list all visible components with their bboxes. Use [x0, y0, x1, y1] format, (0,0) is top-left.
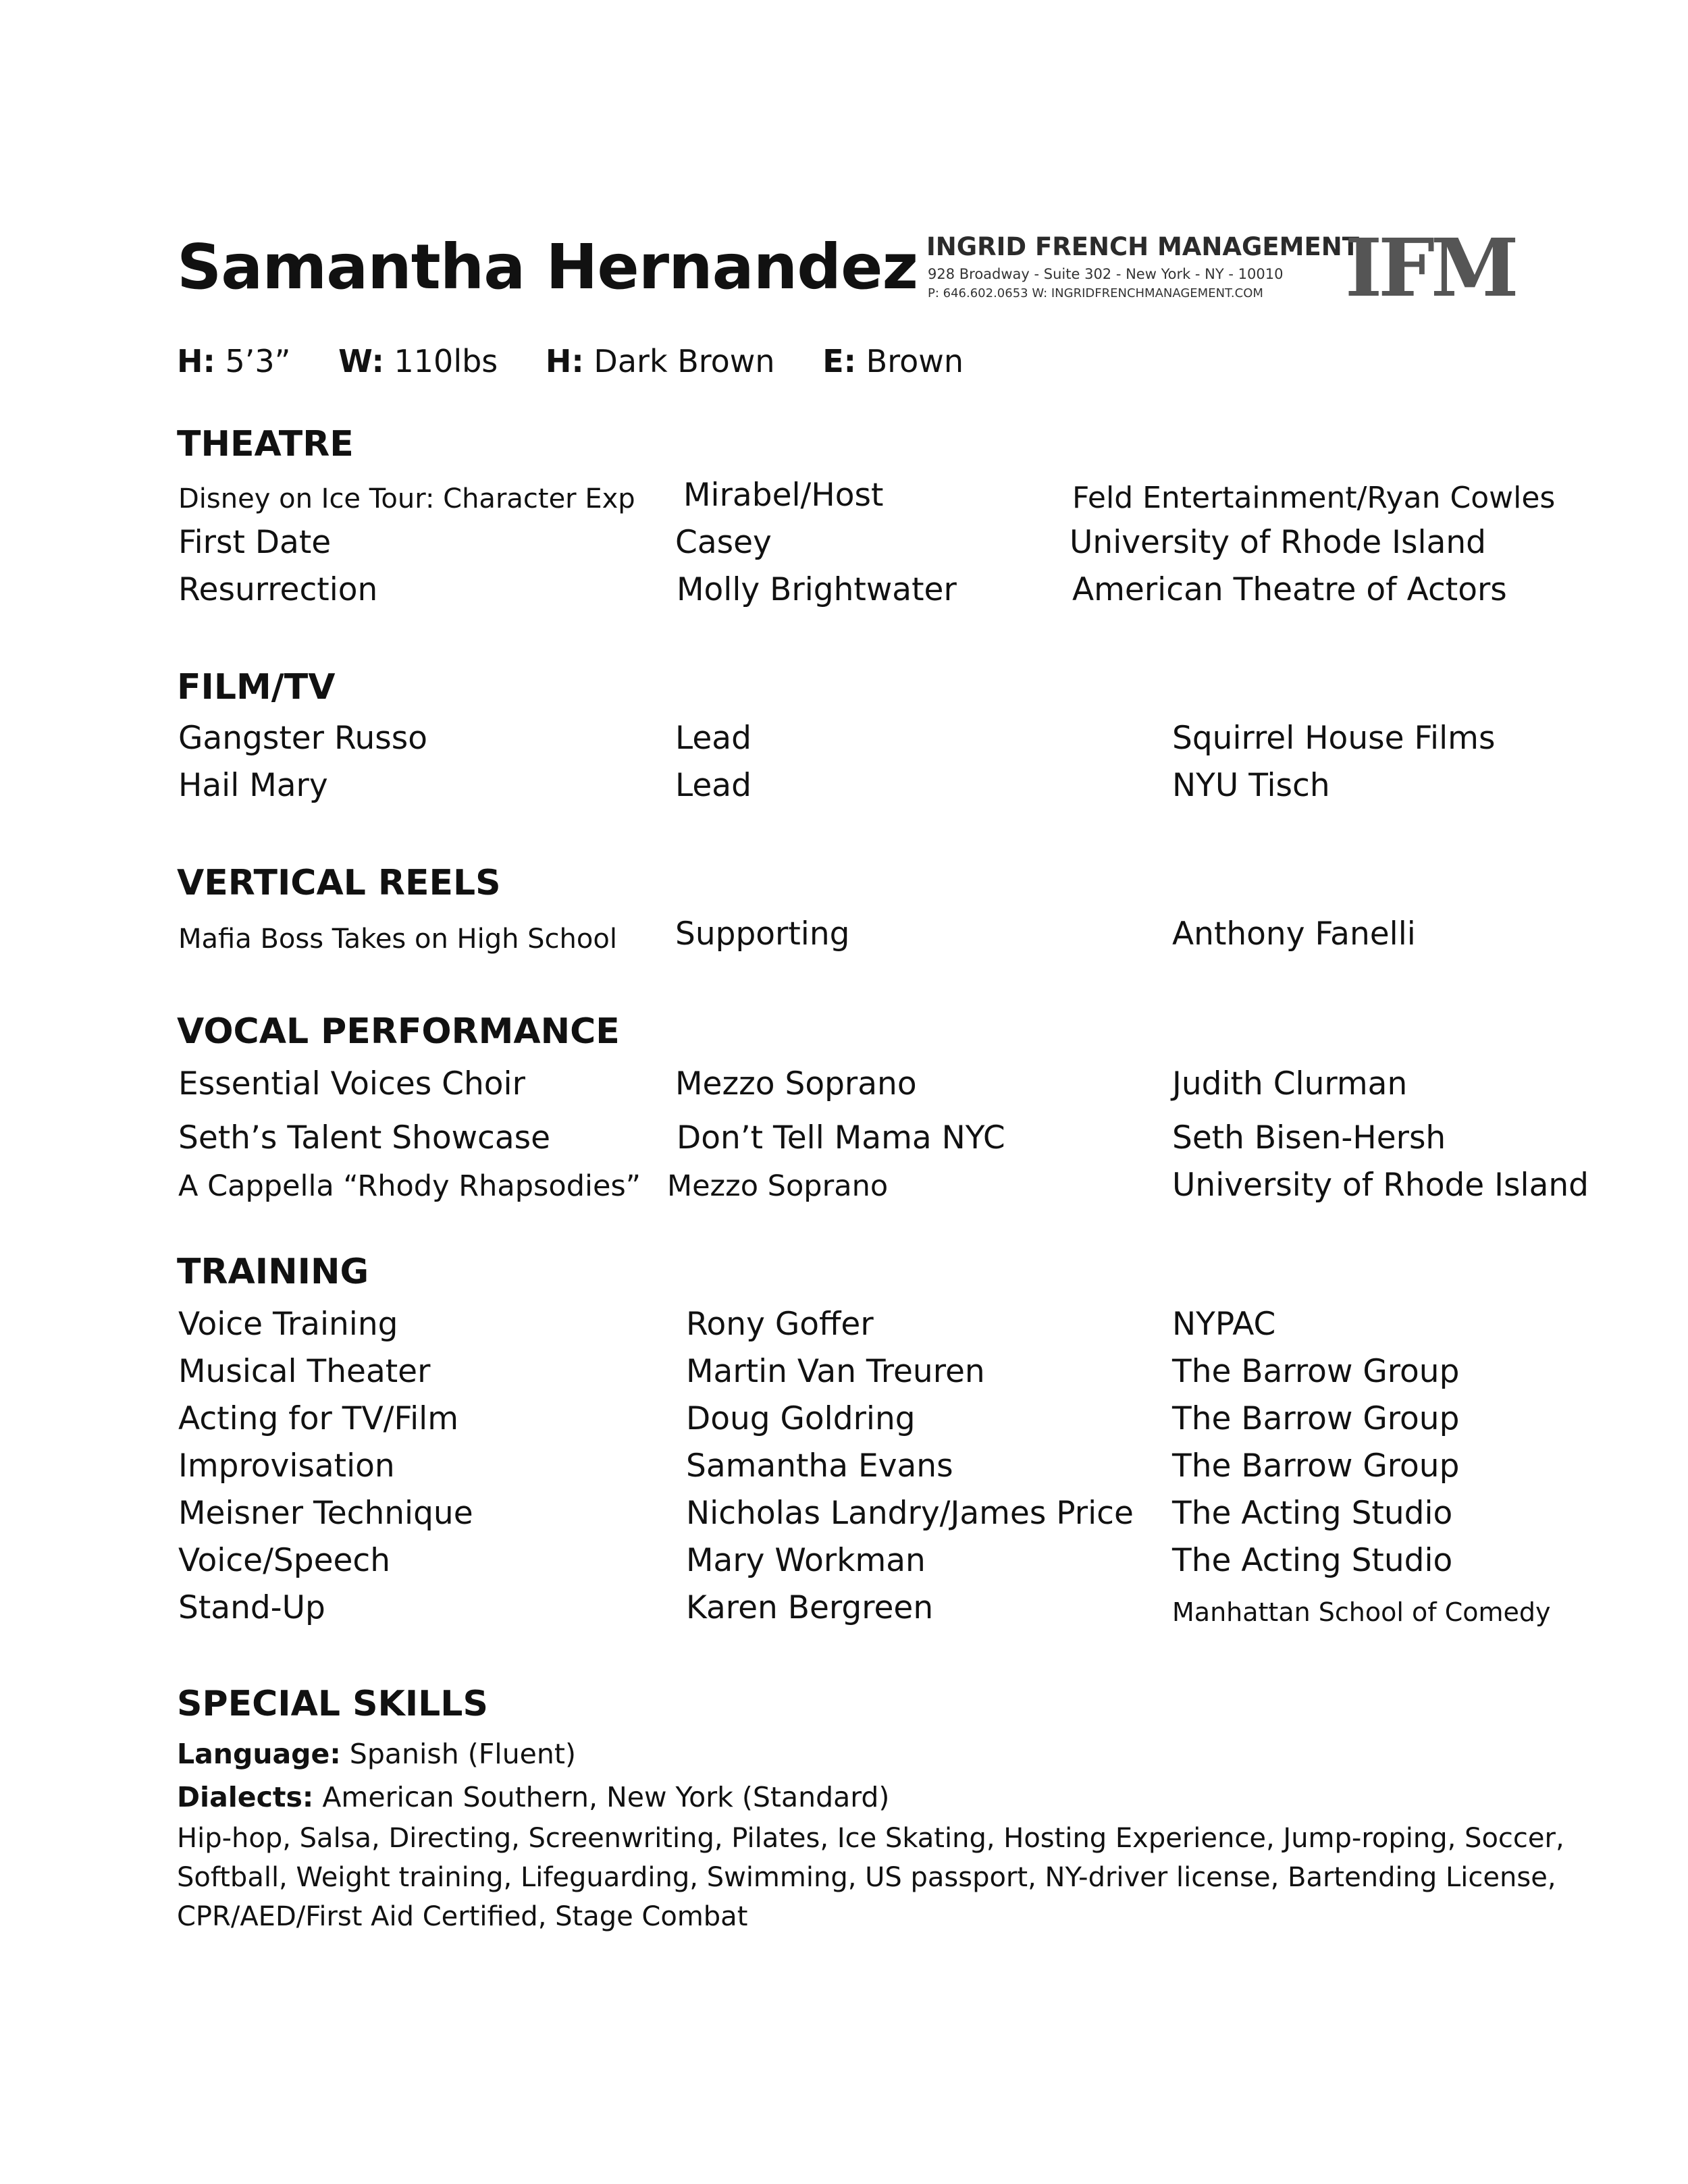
credit-role: Lead — [675, 767, 751, 804]
credit-role: Molly Brightwater — [677, 571, 957, 608]
credit-role: Supporting — [675, 915, 850, 953]
training-school: The Barrow Group — [1172, 1353, 1460, 1390]
credit-company: NYU Tisch — [1172, 767, 1330, 804]
credit-company: Anthony Fanelli — [1172, 915, 1416, 953]
credit-company: University of Rhode Island — [1172, 1167, 1589, 1204]
credit-title: First Date — [178, 524, 332, 561]
training-school: The Acting Studio — [1172, 1542, 1453, 1579]
stat-height: H: 5’3” — [177, 343, 291, 379]
section-heading-training: TRAINING — [177, 1252, 369, 1292]
training-teacher: Martin Van Treuren — [686, 1353, 985, 1390]
section-heading-vertical-reels: VERTICAL REELS — [177, 863, 501, 903]
training-teacher: Nicholas Landry/James Price — [686, 1495, 1134, 1532]
training-teacher: Karen Bergreen — [686, 1589, 934, 1626]
credit-company: Squirrel House Films — [1172, 720, 1496, 757]
credit-role: Mezzo Soprano — [675, 1065, 917, 1102]
training-subject: Acting for TV/Film — [178, 1400, 458, 1437]
training-school: The Acting Studio — [1172, 1495, 1453, 1532]
skill-dialects: Dialects: American Southern, New York (Standard) — [177, 1781, 890, 1813]
training-teacher: Mary Workman — [686, 1542, 926, 1579]
training-school: The Barrow Group — [1172, 1400, 1460, 1437]
agency-address: 928 Broadway - Suite 302 - New York - NY - 10010 — [928, 266, 1284, 282]
training-teacher: Samantha Evans — [686, 1447, 953, 1485]
credit-title: Gangster Russo — [178, 720, 428, 757]
training-teacher: Rony Goffer — [686, 1306, 874, 1343]
physical-stats — [177, 343, 1001, 379]
credit-title: Mafia Boss Takes on High School — [178, 924, 617, 955]
credit-company: Feld Entertainment/Ryan Cowles — [1072, 481, 1556, 515]
credit-role: Lead — [675, 720, 751, 757]
credit-title: Essential Voices Choir — [178, 1065, 525, 1102]
credit-title: Disney on Ice Tour: Character Exp — [178, 483, 635, 514]
agency-logo: IFM — [1345, 221, 1515, 315]
section-heading-vocal-performance: VOCAL PERFORMANCE — [177, 1011, 620, 1052]
stat-hair: H: Dark Brown — [545, 343, 775, 379]
credit-title: Resurrection — [178, 571, 378, 608]
credit-company: Judith Clurman — [1172, 1065, 1408, 1102]
agency-name: INGRID FRENCH MANAGEMENT — [926, 232, 1359, 261]
training-subject: Voice/Speech — [178, 1542, 391, 1579]
agency-contact: P: 646.602.0653 W: INGRIDFRENCHMANAGEMENT.COM — [928, 286, 1263, 300]
training-subject: Stand-Up — [178, 1589, 325, 1626]
training-subject: Improvisation — [178, 1447, 395, 1485]
training-subject: Musical Theater — [178, 1353, 431, 1390]
credit-title: Hail Mary — [178, 767, 328, 804]
training-school: The Barrow Group — [1172, 1447, 1460, 1485]
training-teacher: Doug Goldring — [686, 1400, 916, 1437]
section-heading-special-skills: SPECIAL SKILLS — [177, 1684, 488, 1724]
actor-name: Samantha Hernandez — [177, 231, 918, 303]
credit-role: Mirabel/Host — [683, 477, 884, 514]
credit-role: Casey — [675, 524, 772, 561]
credit-company: American Theatre of Actors — [1072, 571, 1507, 608]
stat-weight: W: 110lbs — [338, 343, 498, 379]
training-school: NYPAC — [1172, 1306, 1276, 1343]
skill-language: Language: Spanish (Fluent) — [177, 1738, 576, 1770]
credit-title: Seth’s Talent Showcase — [178, 1119, 551, 1156]
credit-company: University of Rhode Island — [1070, 524, 1486, 561]
credit-role: Mezzo Soprano — [667, 1169, 889, 1203]
credit-role: Don’t Tell Mama NYC — [677, 1119, 1005, 1156]
credit-company: Seth Bisen-Hersh — [1172, 1119, 1446, 1156]
training-subject: Meisner Technique — [178, 1495, 473, 1532]
skill-list: Hip-hop, Salsa, Directing, Screenwriting, Pilates, Ice Skating, Hosting Experience, Jump-roping, Soccer, Softball, Weight training, Lifeguarding, Swimming, US passport, NY-driver license, Bartending License, CPR/AED/First Aid Certified, Stage Combat — [177, 1823, 1564, 1932]
stat-eyes: E: Brown — [822, 343, 964, 379]
section-heading-theatre: THEATRE — [177, 424, 354, 464]
credit-title: A Cappella “Rhody Rhapsodies” — [178, 1169, 641, 1203]
training-school: Manhattan School of Comedy — [1172, 1597, 1551, 1627]
agency-block — [926, 221, 1515, 315]
training-subject: Voice Training — [178, 1306, 398, 1343]
section-heading-film-tv: FILM/TV — [177, 667, 336, 708]
